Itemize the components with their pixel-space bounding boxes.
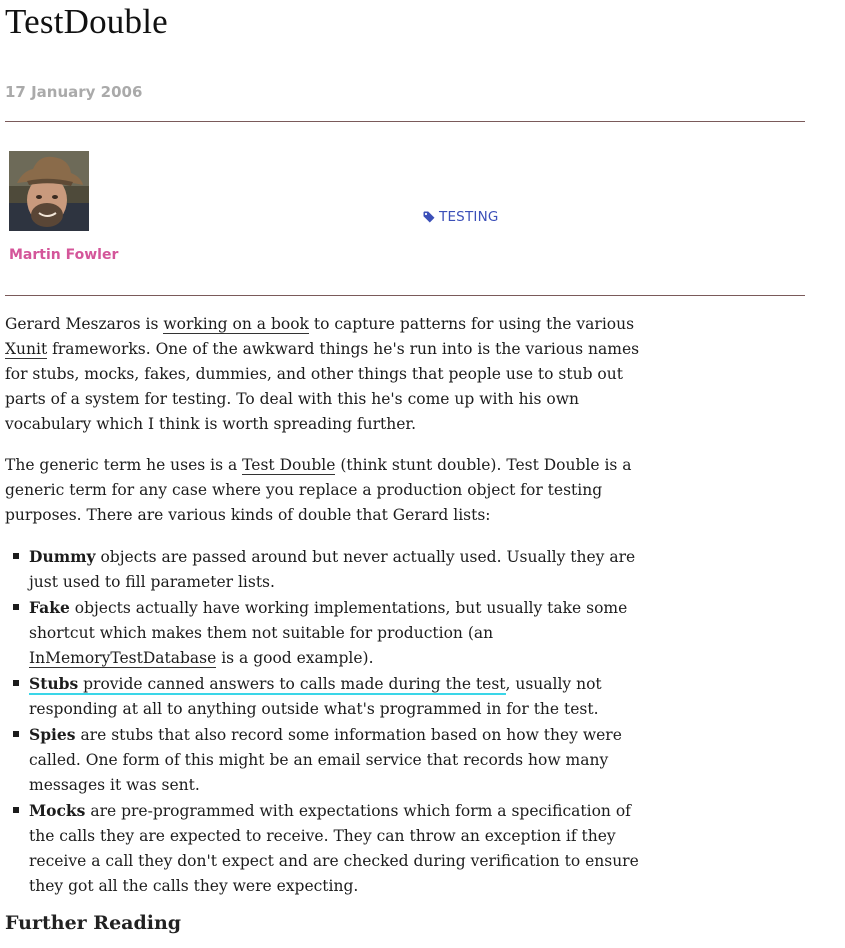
tag-icon: [423, 211, 435, 223]
link-inmemorytestdatabase[interactable]: InMemoryTestDatabase: [29, 649, 217, 667]
list-item-dummy: [5, 544, 650, 595]
divider: [5, 121, 805, 122]
list-item-mocks: [5, 798, 650, 899]
page-title: TestDouble: [5, 2, 168, 41]
text-span: (think stunt double). Test Double is a generic term for any case where you replace a production object for testing purposes. There are various kinds of double that Gerard lists:: [5, 456, 632, 524]
text-span: , usually not responding at all to anything outside what's programmed in for the test.: [29, 675, 602, 718]
text-span: is a good example).: [216, 649, 374, 667]
term-dummy: Dummy: [29, 547, 96, 566]
text-span: The generic term he uses is a: [5, 456, 243, 474]
text-span: objects are passed around but never actually used. Usually they are just used to fill parameter lists.: [29, 548, 636, 591]
further-reading-heading: Further Reading: [5, 912, 182, 934]
author-avatar[interactable]: [9, 151, 89, 231]
text-span: frameworks. One of the awkward things he's run into is the various names for stubs, mocks, fakes, dummies, and other things that people use to stub out parts of a system for testing. To deal with this he's come up with his own vocabulary which I think is worth spreading further.: [5, 340, 640, 433]
text-span: to capture patterns for using the various: [308, 315, 635, 333]
link-working-on-a-book[interactable]: working on a book: [163, 315, 309, 333]
link-xunit[interactable]: Xunit: [5, 340, 48, 358]
author-link[interactable]: Martin Fowler: [9, 247, 119, 263]
text-span: are stubs that also record some information based on how they were called. One form of this might be an email service that records how many messages it was sent.: [29, 726, 622, 794]
text-span: are pre-programmed with expectations which form a specification of the calls they are expected to receive. They can throw an exception if they receive a call they don't expect and are checked during verification to ensure they got all the calls they were expecting.: [29, 802, 639, 895]
term-spies: Spies: [29, 725, 76, 744]
term-mocks: Mocks: [29, 801, 86, 820]
text-span: objects actually have working implementations, but usually take some shortcut which makes them not suitable for production (an: [29, 599, 628, 642]
text-span: provide canned answers to calls made during the test: [78, 675, 506, 693]
divider: [5, 295, 805, 296]
list-item-spies: [5, 722, 650, 798]
term-fake: Fake: [29, 598, 70, 617]
tag-label: TESTING: [439, 209, 499, 225]
stubs-highlight: [29, 675, 506, 695]
tag-link-testing[interactable]: [423, 209, 499, 225]
publish-date: 17 January 2006: [5, 83, 143, 101]
double-kinds-list: [5, 544, 650, 899]
link-test-double[interactable]: Test Double: [242, 456, 336, 474]
text-span: Gerard Meszaros is: [5, 315, 164, 333]
list-item-fake: [5, 595, 650, 671]
term-stubs: Stubs: [29, 674, 79, 693]
generic-term-paragraph: [5, 453, 650, 528]
author-photo: [9, 151, 89, 231]
list-item-stubs: [5, 671, 650, 722]
intro-paragraph: [5, 312, 650, 437]
